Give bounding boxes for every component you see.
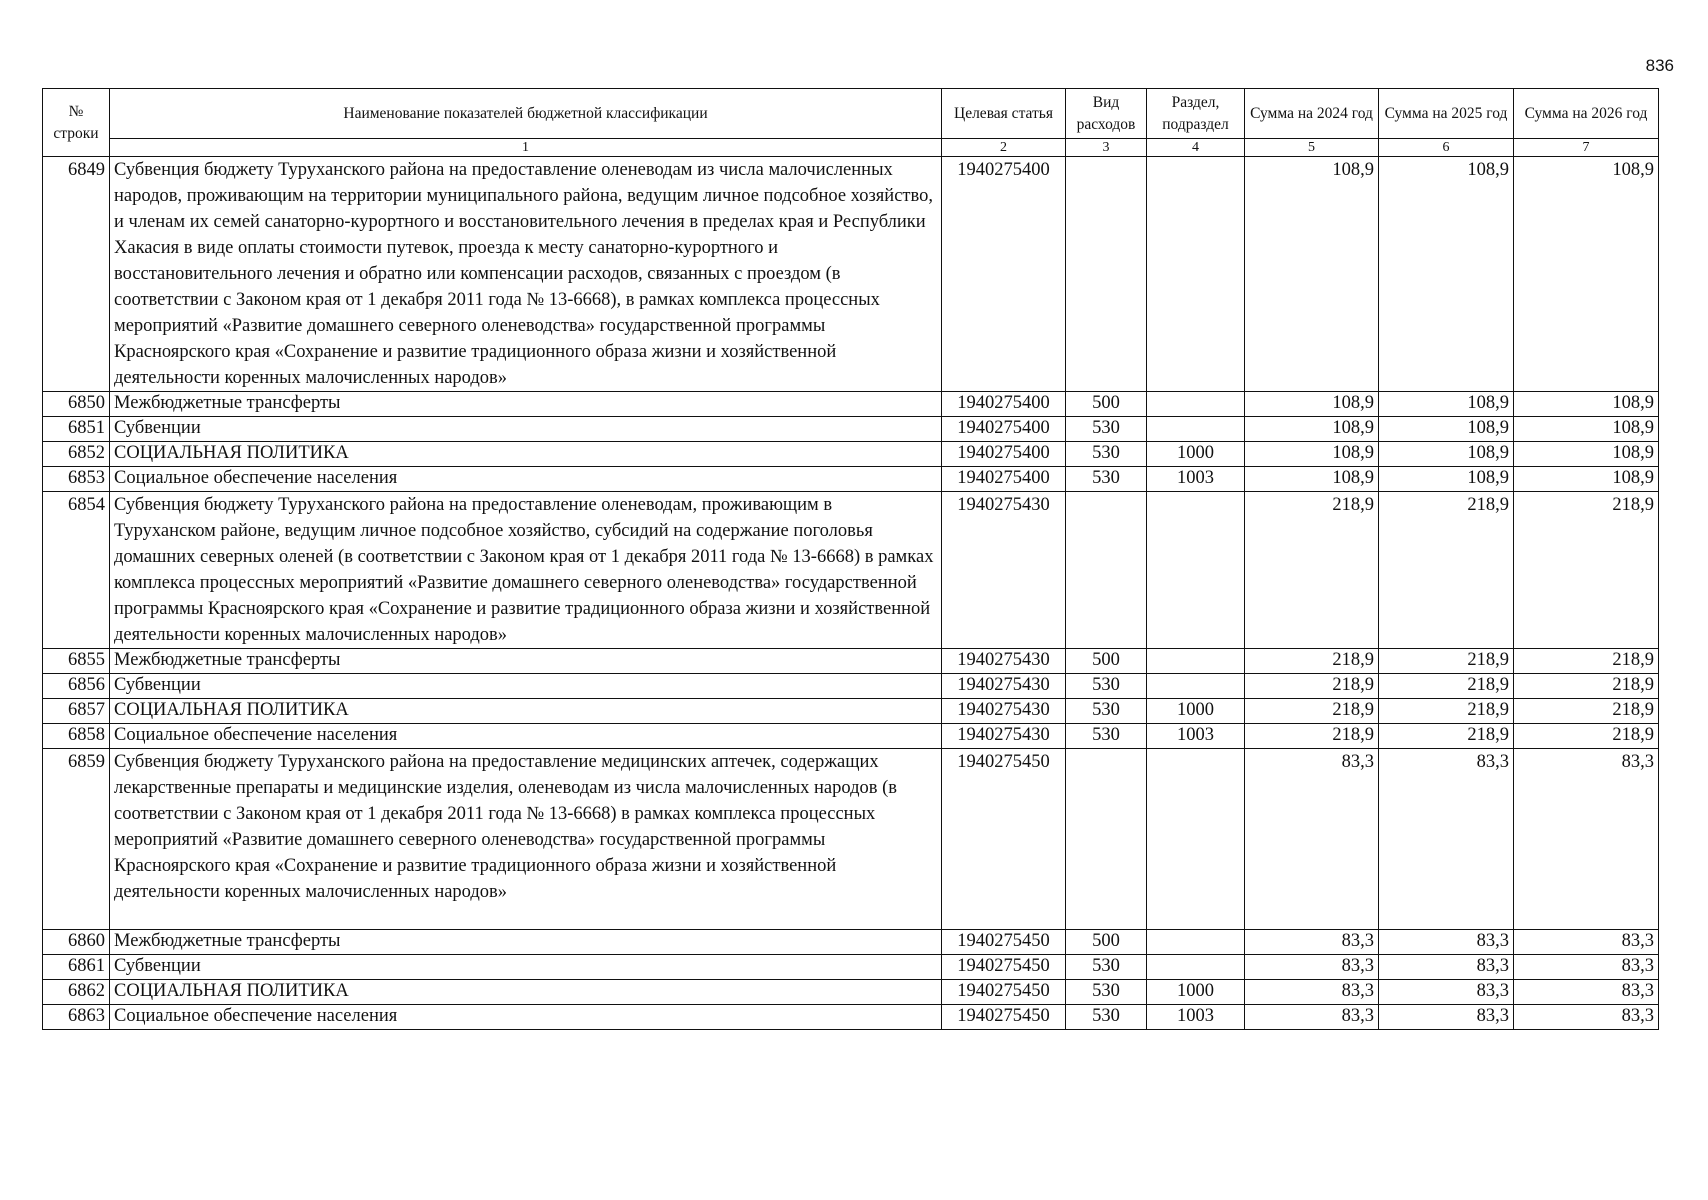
row-sum-2026: 83,3	[1514, 749, 1659, 930]
row-number: 6854	[43, 492, 110, 649]
row-number: 6863	[43, 1005, 110, 1030]
row-section	[1147, 492, 1245, 649]
row-sum-2025: 218,9	[1379, 649, 1514, 674]
row-section: 1000	[1147, 699, 1245, 724]
row-target: 1940275450	[942, 980, 1066, 1005]
row-name: Социальное обеспечение населения	[110, 724, 942, 749]
header-name: Наименование показателей бюджетной классификации	[110, 89, 942, 139]
row-target: 1940275430	[942, 492, 1066, 649]
row-target: 1940275400	[942, 442, 1066, 467]
row-target: 1940275430	[942, 649, 1066, 674]
row-sum-2024: 108,9	[1245, 417, 1379, 442]
budget-table	[42, 88, 1659, 1030]
row-section: 1003	[1147, 724, 1245, 749]
table-row	[43, 467, 1659, 492]
row-name: СОЦИАЛЬНАЯ ПОЛИТИКА	[110, 442, 942, 467]
row-sum-2026: 108,9	[1514, 417, 1659, 442]
row-sum-2026: 218,9	[1514, 492, 1659, 649]
row-target: 1940275450	[942, 930, 1066, 955]
row-target: 1940275450	[942, 749, 1066, 930]
row-number: 6857	[43, 699, 110, 724]
row-sum-2024: 218,9	[1245, 674, 1379, 699]
row-number: 6858	[43, 724, 110, 749]
row-name: Субвенции	[110, 674, 942, 699]
table-row	[43, 442, 1659, 467]
table-row	[43, 417, 1659, 442]
row-name: СОЦИАЛЬНАЯ ПОЛИТИКА	[110, 699, 942, 724]
row-sum-2026: 218,9	[1514, 724, 1659, 749]
row-section	[1147, 157, 1245, 392]
row-section	[1147, 749, 1245, 930]
row-sum-2026: 83,3	[1514, 930, 1659, 955]
row-target: 1940275430	[942, 724, 1066, 749]
row-target: 1940275430	[942, 699, 1066, 724]
row-type: 500	[1066, 930, 1147, 955]
row-number: 6861	[43, 955, 110, 980]
row-section	[1147, 649, 1245, 674]
row-sum-2025: 83,3	[1379, 930, 1514, 955]
row-sum-2024: 108,9	[1245, 442, 1379, 467]
row-sum-2025: 108,9	[1379, 442, 1514, 467]
row-target: 1940275450	[942, 1005, 1066, 1030]
row-sum-2024: 218,9	[1245, 699, 1379, 724]
row-type: 530	[1066, 442, 1147, 467]
row-number: 6855	[43, 649, 110, 674]
row-sum-2026: 108,9	[1514, 157, 1659, 392]
column-number: 7	[1514, 139, 1659, 157]
row-section: 1003	[1147, 467, 1245, 492]
header-sum-2026: Сумма на 2026 год	[1514, 89, 1659, 139]
row-sum-2025: 83,3	[1379, 1005, 1514, 1030]
row-target: 1940275400	[942, 392, 1066, 417]
column-number: 6	[1379, 139, 1514, 157]
column-number: 2	[942, 139, 1066, 157]
row-name: Субвенция бюджету Туруханского района на предоставление оленеводам, проживающим в Туруханском районе, ведущим личное подсобное хозяйство, субсидий на содержание поголовья домашних северных оленей (в соответствии с Законом края от 1 декабря 2011 года № 13-6668) в рамках комплекса процессных мероприятий «Развитие домашнего северного оленеводства» государственной программы Красноярского края «Сохранение и развитие традиционного образа жизни и хозяйственной деятельности коренных малочисленных народов»	[110, 492, 942, 649]
row-name: СОЦИАЛЬНАЯ ПОЛИТИКА	[110, 980, 942, 1005]
row-sum-2026: 83,3	[1514, 1005, 1659, 1030]
row-sum-2025: 108,9	[1379, 392, 1514, 417]
header-section: Раздел, подраздел	[1147, 89, 1245, 139]
row-section	[1147, 674, 1245, 699]
row-name: Социальное обеспечение населения	[110, 467, 942, 492]
row-type: 530	[1066, 980, 1147, 1005]
table-row	[43, 492, 1659, 649]
row-number: 6859	[43, 749, 110, 930]
row-section	[1147, 417, 1245, 442]
row-sum-2026: 108,9	[1514, 442, 1659, 467]
row-sum-2026: 83,3	[1514, 955, 1659, 980]
header-target: Целевая статья	[942, 89, 1066, 139]
column-number: 4	[1147, 139, 1245, 157]
row-name: Межбюджетные трансферты	[110, 392, 942, 417]
row-number: 6860	[43, 930, 110, 955]
row-number: 6851	[43, 417, 110, 442]
row-sum-2026: 218,9	[1514, 649, 1659, 674]
row-sum-2024: 83,3	[1245, 980, 1379, 1005]
row-target: 1940275400	[942, 417, 1066, 442]
row-number: 6862	[43, 980, 110, 1005]
row-sum-2024: 83,3	[1245, 749, 1379, 930]
row-type: 500	[1066, 392, 1147, 417]
row-sum-2025: 218,9	[1379, 674, 1514, 699]
column-number: 5	[1245, 139, 1379, 157]
row-sum-2025: 83,3	[1379, 955, 1514, 980]
row-name: Субвенция бюджету Туруханского района на предоставление медицинских аптечек, содержащих лекарственные препараты и медицинские изделия, оленеводам из числа малочисленных народов (в соответствии с Законом края от 1 декабря 2011 года № 13-6668) в рамках комплекса процессных мероприятий «Развитие домашнего северного оленеводства» государственной программы Красноярского края «Сохранение и развитие традиционного образа жизни и хозяйственной деятельности коренных малочисленных народов»	[110, 749, 942, 930]
header-sum-2024: Сумма на 2024 год	[1245, 89, 1379, 139]
row-target: 1940275430	[942, 674, 1066, 699]
row-number: 6850	[43, 392, 110, 417]
row-sum-2024: 108,9	[1245, 467, 1379, 492]
row-sum-2024: 218,9	[1245, 492, 1379, 649]
table-row	[43, 930, 1659, 955]
header-sum-2025: Сумма на 2025 год	[1379, 89, 1514, 139]
column-numbers-row	[43, 139, 1659, 157]
row-type: 530	[1066, 724, 1147, 749]
table-row	[43, 1005, 1659, 1030]
row-target: 1940275400	[942, 467, 1066, 492]
row-name: Субвенции	[110, 955, 942, 980]
row-sum-2025: 83,3	[1379, 749, 1514, 930]
row-sum-2026: 218,9	[1514, 699, 1659, 724]
row-sum-2025: 108,9	[1379, 157, 1514, 392]
row-name: Межбюджетные трансферты	[110, 930, 942, 955]
row-section: 1000	[1147, 442, 1245, 467]
row-type: 530	[1066, 467, 1147, 492]
row-number: 6856	[43, 674, 110, 699]
row-target: 1940275450	[942, 955, 1066, 980]
row-number: 6853	[43, 467, 110, 492]
table-row	[43, 699, 1659, 724]
row-type	[1066, 749, 1147, 930]
table-row	[43, 980, 1659, 1005]
row-type: 530	[1066, 1005, 1147, 1030]
row-sum-2024: 108,9	[1245, 392, 1379, 417]
row-sum-2024: 83,3	[1245, 930, 1379, 955]
row-section: 1003	[1147, 1005, 1245, 1030]
row-type: 500	[1066, 649, 1147, 674]
row-number: 6849	[43, 157, 110, 392]
row-type: 530	[1066, 674, 1147, 699]
row-sum-2026: 108,9	[1514, 467, 1659, 492]
table-row	[43, 392, 1659, 417]
row-name: Межбюджетные трансферты	[110, 649, 942, 674]
row-section	[1147, 955, 1245, 980]
row-name: Субвенции	[110, 417, 942, 442]
header-row	[43, 89, 1659, 139]
row-name: Субвенция бюджету Туруханского района на предоставление оленеводам из числа малочисленных народов, проживающим на территории муниципального района, ведущим личное подсобное хозяйство, и членам их семей санаторно-курортного и восстановительного лечения в пределах края и Республики Хакасия в виде оплаты стоимости путевок, проезда к месту санаторно-курортного и восстановительного лечения и обратно или компенсации расходов, связанных с проездом (в соответствии с Законом края от 1 декабря 2011 года № 13-6668), в рамках комплекса процессных мероприятий «Развитие домашнего северного оленеводства» государственной программы Красноярского края «Сохранение и развитие традиционного образа жизни и хозяйственной деятельности коренных малочисленных народов»	[110, 157, 942, 392]
table-row	[43, 749, 1659, 930]
row-sum-2026: 218,9	[1514, 674, 1659, 699]
table-row	[43, 724, 1659, 749]
row-number: 6852	[43, 442, 110, 467]
table-row	[43, 955, 1659, 980]
column-number: 3	[1066, 139, 1147, 157]
row-sum-2025: 218,9	[1379, 492, 1514, 649]
row-sum-2025: 218,9	[1379, 699, 1514, 724]
row-name: Социальное обеспечение населения	[110, 1005, 942, 1030]
page-number: 836	[1645, 56, 1674, 75]
row-section	[1147, 392, 1245, 417]
row-section: 1000	[1147, 980, 1245, 1005]
row-type	[1066, 492, 1147, 649]
row-sum-2024: 218,9	[1245, 724, 1379, 749]
table-row	[43, 157, 1659, 392]
table-row	[43, 674, 1659, 699]
header-expense-type: Вид расходов	[1066, 89, 1147, 139]
row-sum-2024: 218,9	[1245, 649, 1379, 674]
row-sum-2026: 108,9	[1514, 392, 1659, 417]
row-sum-2024: 83,3	[1245, 955, 1379, 980]
row-type	[1066, 157, 1147, 392]
column-number: 1	[110, 139, 942, 157]
row-type: 530	[1066, 699, 1147, 724]
row-section	[1147, 930, 1245, 955]
row-sum-2025: 108,9	[1379, 417, 1514, 442]
row-type: 530	[1066, 417, 1147, 442]
row-sum-2025: 83,3	[1379, 980, 1514, 1005]
row-target: 1940275400	[942, 157, 1066, 392]
row-sum-2024: 83,3	[1245, 1005, 1379, 1030]
row-type: 530	[1066, 955, 1147, 980]
row-sum-2025: 108,9	[1379, 467, 1514, 492]
table-row	[43, 649, 1659, 674]
header-row-no: № строки	[43, 89, 110, 157]
row-sum-2026: 83,3	[1514, 980, 1659, 1005]
row-sum-2025: 218,9	[1379, 724, 1514, 749]
row-sum-2024: 108,9	[1245, 157, 1379, 392]
